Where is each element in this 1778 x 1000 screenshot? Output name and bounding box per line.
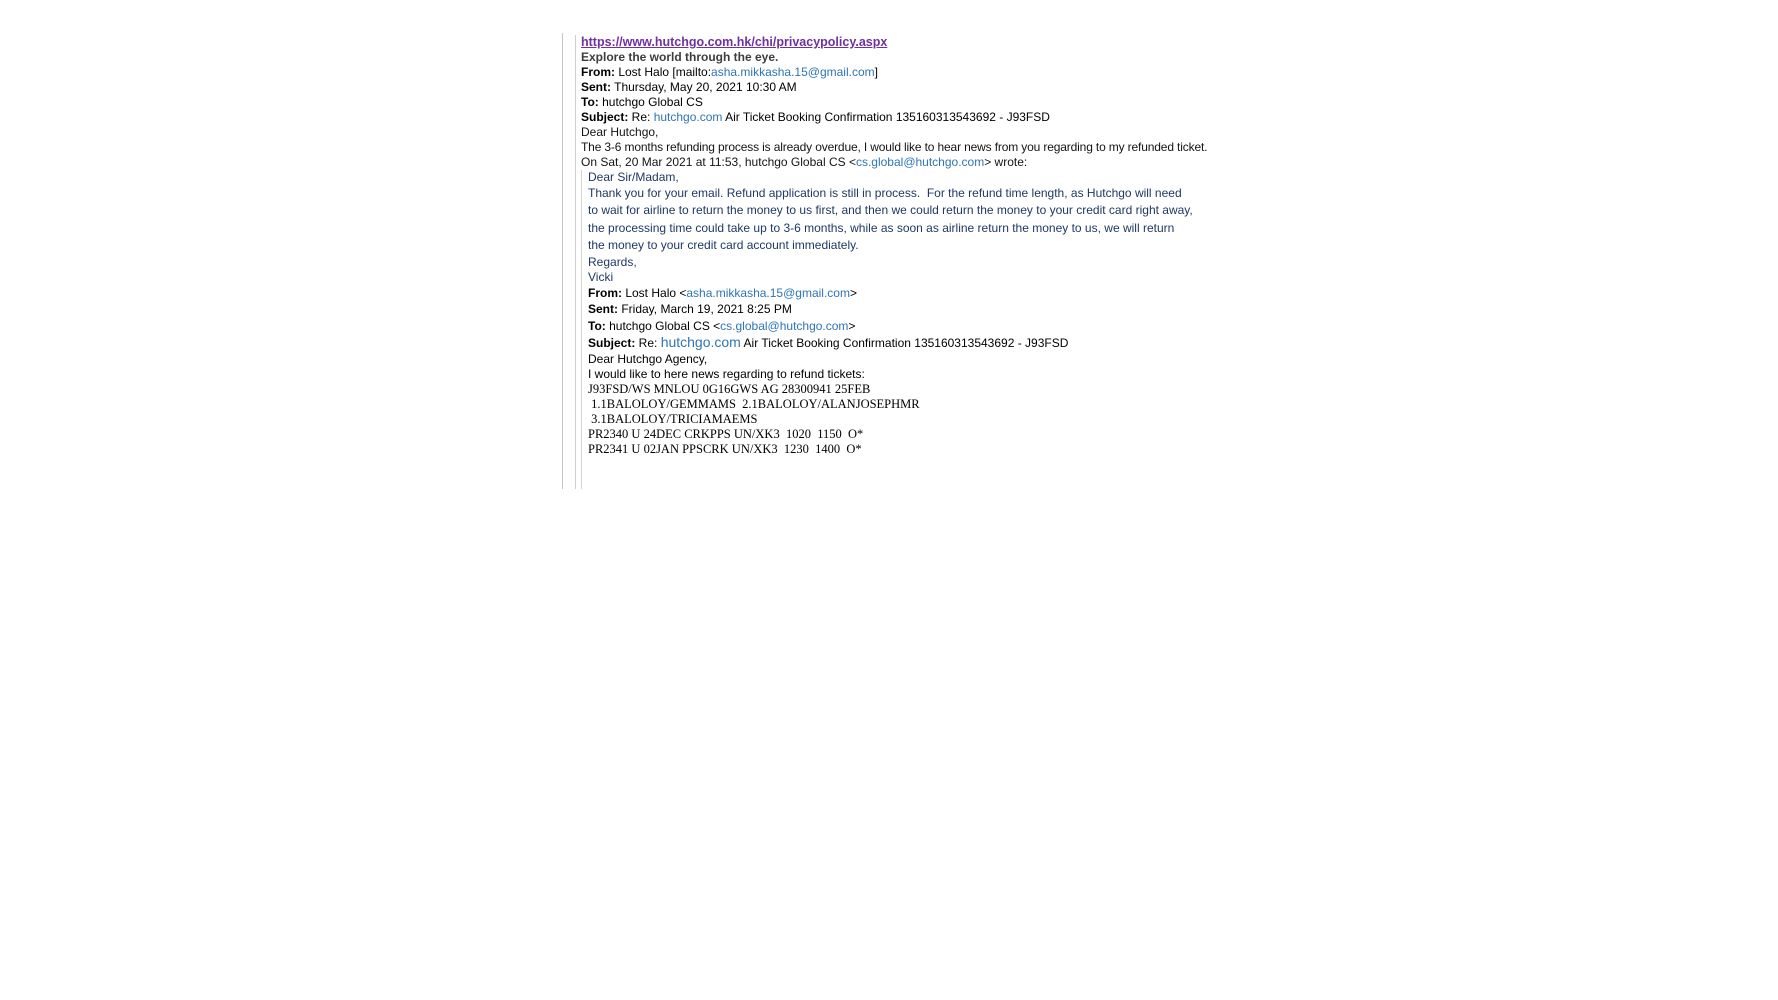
quote-level-1 [562,33,1315,489]
from-close: ] [874,65,878,79]
message2-greeting: Dear Hutchgo Agency, [588,351,708,366]
sent-label: Sent: [588,302,618,317]
header1-from-line [581,65,1315,80]
header1-to-line [581,95,1315,110]
from-close: > [849,285,857,300]
sent-label: Sent: [581,80,611,94]
cs-email-link[interactable]: cs.global@hutchgo.com [720,318,849,333]
sender-email-link[interactable]: asha.mikkasha.15@gmail.com [711,65,875,79]
subject-rest: Air Ticket Booking Confirmation 135160313543692 - J93FSD [740,336,1069,351]
header2-from-line [588,285,1315,302]
hutchgo-link[interactable]: hutchgo.com [653,110,723,124]
subject-label: Subject: [588,336,636,351]
to-value: hutchgo Global CS < [605,318,721,333]
subject-label: Subject: [581,110,629,124]
trailing-whitespace [588,457,1315,489]
pnr-line: 1.1BALOLOY/GEMMAMS 2.1BALOLOY/ALANJOSEPHMR [588,396,920,411]
reply-greeting: Dear Sir/Madam, [588,170,679,184]
attribution-line [581,155,1315,170]
header1-sent-line [581,80,1315,95]
privacy-policy-link[interactable]: https://www.hutchgo.com.hk/chi/privacypolicy.aspx [581,35,888,49]
subject-rest: Air Ticket Booking Confirmation 135160313543692 - J93FSD [722,110,1050,124]
attribution-suffix: > wrote: [984,155,1028,169]
header1-subject-line [581,110,1315,125]
message2-intro: I would like to here news regarding to refund tickets: [588,366,865,381]
reply-signature: Vicki [588,269,614,284]
email-header-2 [588,285,1315,352]
to-label: To: [588,318,606,333]
hutchgo-link[interactable]: hutchgo.com [660,334,741,351]
from-value: Lost Halo [mailto: [615,65,712,79]
header2-sent-line [588,301,1315,318]
to-close: > [848,318,856,333]
from-label: From: [581,65,615,79]
header2-subject-line [588,334,1315,352]
reply-regards: Regards, [588,254,637,269]
to-label: To: [581,95,599,109]
pnr-line: PR2341 U 02JAN PPSCRK UN/XK3 1230 1400 O* [588,441,862,456]
sender-email-link[interactable]: asha.mikkasha.15@gmail.com [686,285,850,300]
from-label: From: [588,285,622,300]
quote-level-3 [581,170,1315,489]
sent-value: Friday, March 19, 2021 8:25 PM [618,302,792,317]
header2-to-line [588,318,1315,335]
message1-greeting: Dear Hutchgo, [581,125,659,139]
subject-prefix: Re: [635,336,661,351]
pnr-line: J93FSD/WS MNLOU 0G16GWS AG 28300941 25FEB [588,381,871,396]
message1-body: The 3-6 months refunding process is already overdue, I would like to hear news from you regarding to my refunded ticket. [581,140,1208,154]
reply-body: Thank you for your email. Refund application is still in process. For the refund time length, as Hutchgo will need to wait for airline to return the money to us first, and then we could return the money to your credit card right away, the processing time could take up to 3-6 months, while as soon as airline return the money to us, we will return the money to your credit card account immediately. [588,186,1197,253]
from-value: Lost Halo < [622,285,687,300]
sent-value: Thursday, May 20, 2021 10:30 AM [611,80,797,94]
privacy-policy-line [581,35,1315,50]
pnr-line: 3.1BALOLOY/TRICIAMAEMS [588,411,758,426]
email-header-1 [581,65,1315,125]
subject-prefix: Re: [628,110,654,124]
to-value: hutchgo Global CS [598,95,703,109]
company-tagline: Explore the world through the eye. [581,50,779,64]
cs-email-link[interactable]: cs.global@hutchgo.com [855,155,985,169]
attribution-prefix: On Sat, 20 Mar 2021 at 11:53, hutchgo Global CS < [581,155,856,169]
quote-level-2 [575,35,1315,489]
pnr-line: PR2340 U 24DEC CRKPPS UN/XK3 1020 1150 O* [588,426,864,441]
